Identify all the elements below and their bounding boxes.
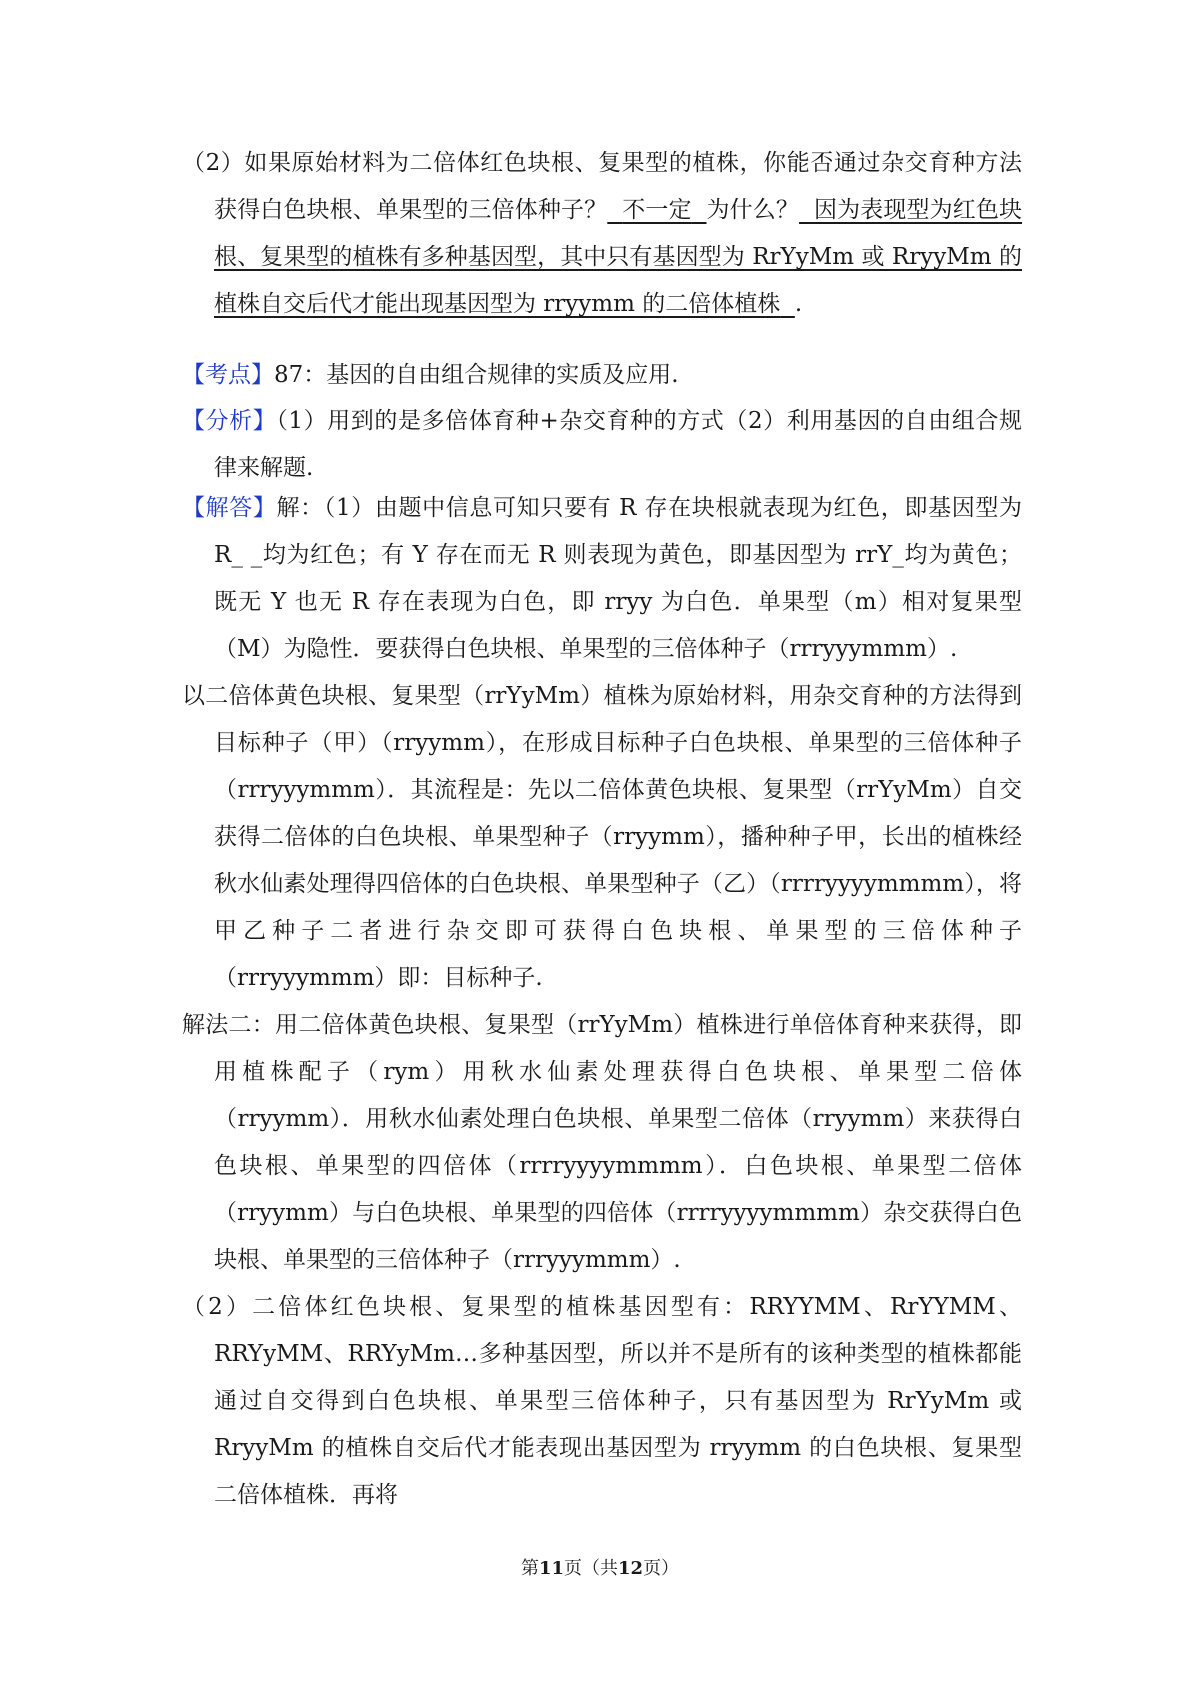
fenxi-paragraph [182, 398, 1022, 492]
kaodian-tag: 【考点】 [182, 362, 274, 388]
footer-middle: 页（共 [564, 1558, 618, 1579]
fenxi-text: （1）用到的是多倍体育种+杂交育种的方式（2）利用基因的自由组合规律来解题. [214, 408, 1022, 481]
kaodian-section [182, 352, 1022, 399]
footer-suffix: 页） [643, 1558, 680, 1579]
page-footer [0, 1556, 1200, 1582]
question-2-end: . [794, 291, 803, 317]
kaodian-text: 87：基因的自由组合规律的实质及应用. [274, 362, 679, 388]
jieda-paragraph-4: （2）二倍体红色块根、复果型的植株基因型有：RRYYMM、RrYYMM、RRYyMM、RRYyMm…多种基因型，所以并不是所有的该种类型的植株都能通过自交得到白色块根、单果型三倍体种子，只有基因型为 RrYyMm 或 RryyMm 的植株自交后代才能表现出基因型为 rryymm 的白色块根、复果型二倍体植株．再将 [182, 1294, 1022, 1508]
question-2 [182, 140, 1022, 328]
jieda-section [182, 485, 1022, 1519]
fenxi-section [182, 398, 1022, 492]
jieda-paragraph-1 [182, 485, 1022, 673]
fenxi-tag: 【分析】 [182, 408, 277, 434]
jieda-paragraph-2: 以二倍体黄色块根、复果型（rrYyMm）植株为原始材料，用杂交育种的方法得到目标种子（甲）（rryymm），在形成目标种子白色块根、单果型的三倍体种子（rrryyymmm）．其流程是：先以二倍体黄色块根、复果型（rrYyMm）自交获得二倍体的白色块根、单果型种子（rryymm），播种种子甲，长出的植株经秋水仙素处理得四倍体的白色块根、单果型种子（乙）（rrrryyyymmmm），将甲乙种子二者进行杂交即可获得白色块根、单果型的三倍体种子（rrryyymmm）即：目标种子. [182, 683, 1022, 991]
answer-blank-2: 因为表现型为红色块根、复果型的植株有多种基因型，其中只有基因型为 RrYyMm 或 RryyMm 的植株自交后代才能出现基因型为 rryymm 的二倍体植株 [214, 197, 1023, 317]
question-2-middle: 为什么？ [706, 197, 800, 223]
question-2-prefix: （2）如果原始材料为二倍体红色块根、复果型的植株，你能否通过杂交育种方法获得白色块根、单果型的三倍体种子？ [182, 150, 1022, 223]
jieda-paragraph-3: 解法二：用二倍体黄色块根、复果型（rrYyMm）植株进行单倍体育种来获得，即用植株配子（rym）用秋水仙素处理获得白色块根、单果型二倍体（rryymm）．用秋水仙素处理白色块根、单果型二倍体（rryymm）来获得白色块根、单果型的四倍体（rrrryyyymmmm）．白色块根、单果型二倍体（rryymm）与白色块根、单果型的四倍体（rrrryyyymmmm）杂交获得白色块根、单果型的三倍体种子（rrryyymmm）. [182, 1012, 1022, 1273]
jieda-tag: 【解答】 [182, 495, 277, 521]
jieda-text-1: 解：（1）由题中信息可知只要有 R 存在块根就表现为红色，即基因型为 R_ _均为红色；有 Y 存在而无 R 则表现为黄色，即基因型为 rrY_均为黄色；既无 Y 也无 R 存在表现为白色，即 rryy 为白色．单果型（m）相对复果型（M）为隐性．要获得白色块根、单果型的三倍体种子（rrryyymmm）. [214, 495, 1022, 662]
footer-page-number: 11 [538, 1558, 564, 1579]
kaodian-paragraph [182, 352, 1022, 399]
footer-total-pages: 12 [618, 1558, 644, 1579]
answer-blank-1: 不一定 [622, 197, 692, 223]
footer-prefix: 第 [520, 1558, 539, 1579]
question-2-paragraph [182, 140, 1022, 328]
